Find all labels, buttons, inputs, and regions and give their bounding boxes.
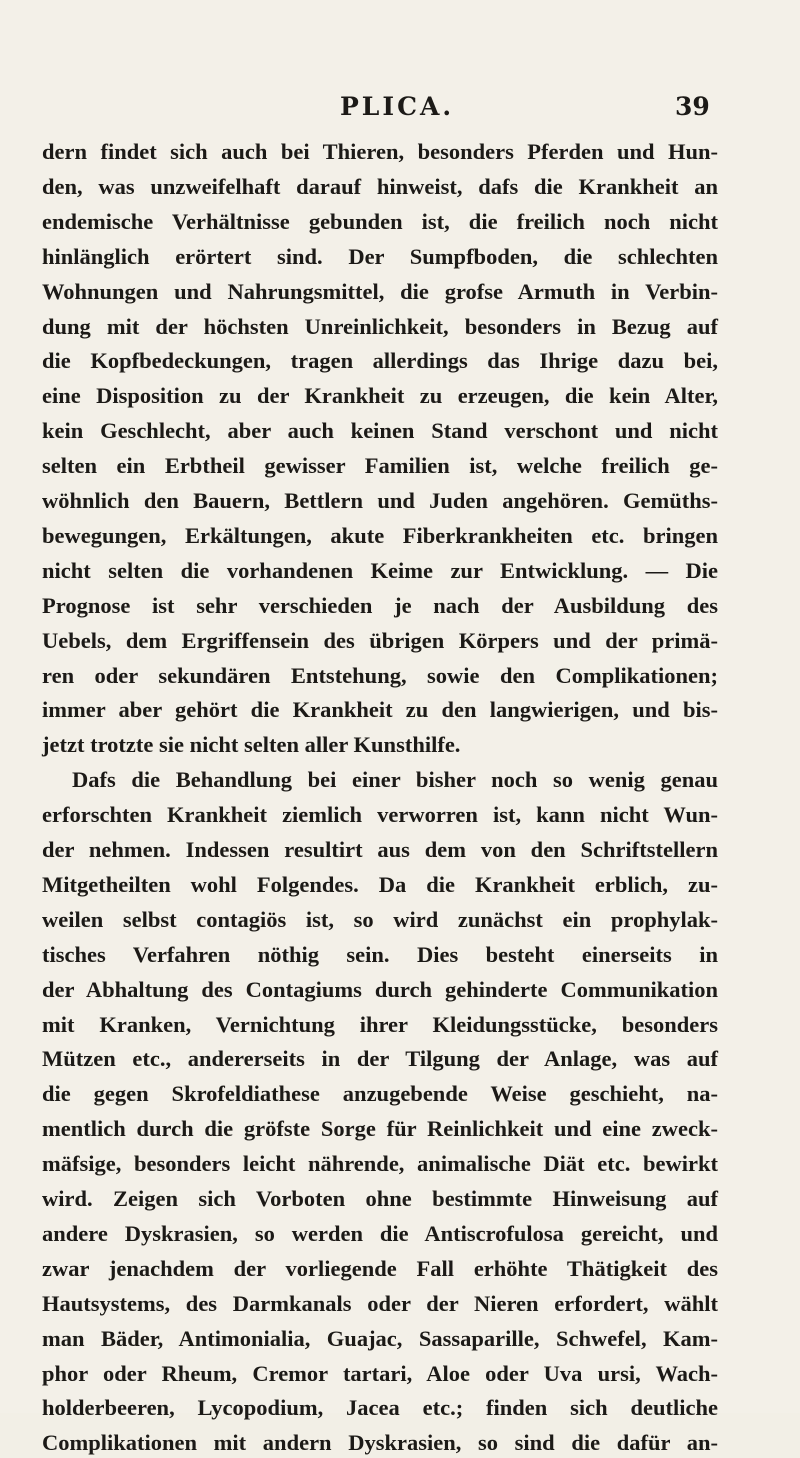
text-line: mäfsige, besonders leicht nährende, animalische Diät etc. bewirkt xyxy=(42,1151,718,1177)
text-line: ren oder sekundären Entstehung, sowie den Complikationen; xyxy=(42,662,718,688)
text-line: Uebels, dem Ergriffensein des übrigen Körpers und der primä- xyxy=(42,627,718,653)
text-line: Complikationen mit andern Dyskrasien, so sind die dafür an- xyxy=(42,1430,718,1456)
text-line: der Abhaltung des Contagiums durch gehinderte Communikation xyxy=(42,976,718,1002)
text-line: jetzt trotzte sie nicht selten aller Kunsthilfe. xyxy=(42,732,461,758)
text-line: erforschten Krankheit ziemlich verworren ist, kann nicht Wun- xyxy=(42,802,718,828)
text-line: weilen selbst contagiös ist, so wird zunächst ein prophylak- xyxy=(42,906,718,932)
text-line: andere Dyskrasien, so werden die Antiscrofulosa gereicht, und xyxy=(42,1220,718,1246)
text-line: nicht selten die vorhandenen Keime zur Entwicklung. — Die xyxy=(42,557,718,583)
text-line: selten ein Erbtheil gewisser Familien ist, welche freilich ge- xyxy=(42,453,718,479)
text-line: mentlich durch die gröfste Sorge für Reinlichkeit und eine zweck- xyxy=(42,1116,718,1142)
text-line: der nehmen. Indessen resultirt aus dem von den Schriftstellern xyxy=(42,837,718,862)
text-line: hinlänglich erörtert sind. Der Sumpfboden, die schlechten xyxy=(42,243,718,269)
text-line: eine Disposition zu der Krankheit zu erzeugen, die kein Alter, xyxy=(42,383,718,409)
text-line: immer aber gehört die Krankheit zu den langwierigen, und bis- xyxy=(42,697,718,723)
text-line: die Kopfbedeckungen, tragen allerdings das Ihrige dazu bei, xyxy=(42,348,718,374)
text-line: phor oder Rheum, Cremor tartari, Aloe oder Uva ursi, Wach- xyxy=(42,1360,718,1386)
text-line: Prognose ist sehr verschieden je nach der Ausbildung des xyxy=(42,592,718,618)
text-line: dern findet sich auch bei Thieren, besonders Pferden und Hun- xyxy=(42,139,718,164)
text-line: holderbeeren, Lycopodium, Jacea etc.; finden sich deutliche xyxy=(42,1395,718,1421)
text-line: die gegen Skrofeldiathese anzugebende Weise geschieht, na- xyxy=(42,1081,718,1107)
text-line: zwar jenachdem der vorliegende Fall erhöhte Thätigkeit des xyxy=(42,1255,718,1281)
text-line: mit Kranken, Vernichtung ihrer Kleidungsstücke, besonders xyxy=(42,1011,718,1037)
text-line: endemische Verhältnisse gebunden ist, die freilich noch nicht xyxy=(42,208,718,234)
page-number: 39 xyxy=(675,92,710,121)
text-line: wird. Zeigen sich Vorboten ohne bestimmte Hinweisung auf xyxy=(42,1186,718,1211)
text-line: bewegungen, Erkältungen, akute Fiberkrankheiten etc. bringen xyxy=(42,522,718,548)
text-line: Mützen etc., andererseits in der Tilgung der Anlage, was auf xyxy=(42,1046,718,1072)
text-line: den, was unzweifelhaft darauf hinweist, dafs die Krankheit an xyxy=(42,173,718,199)
text-line: kein Geschlecht, aber auch keinen Stand verschont und nicht xyxy=(42,418,718,444)
text-line: dung mit der höchsten Unreinlichkeit, besonders in Bezug auf xyxy=(42,313,718,339)
text-line: Mitgetheilten wohl Folgendes. Da die Krankheit erblich, zu- xyxy=(42,871,718,897)
text-line: wöhnlich den Bauern, Bettlern und Juden angehören. Gemüths- xyxy=(42,488,718,513)
page-header xyxy=(0,92,800,122)
text-line: Hautsystems, des Darmkanals oder der Nieren erfordert, wählt xyxy=(42,1290,718,1316)
text-line: Wohnungen und Nahrungsmittel, die grofse Armuth in Verbin- xyxy=(42,278,718,304)
text-line: man Bäder, Antimonialia, Guajac, Sassaparille, Schwefel, Kam- xyxy=(42,1325,718,1351)
text-line: tisches Verfahren nöthig sein. Dies besteht einerseits in xyxy=(42,941,718,967)
text-line: Dafs die Behandlung bei einer bisher noch so wenig genau xyxy=(72,767,718,793)
running-title: PLICA. xyxy=(340,92,455,121)
